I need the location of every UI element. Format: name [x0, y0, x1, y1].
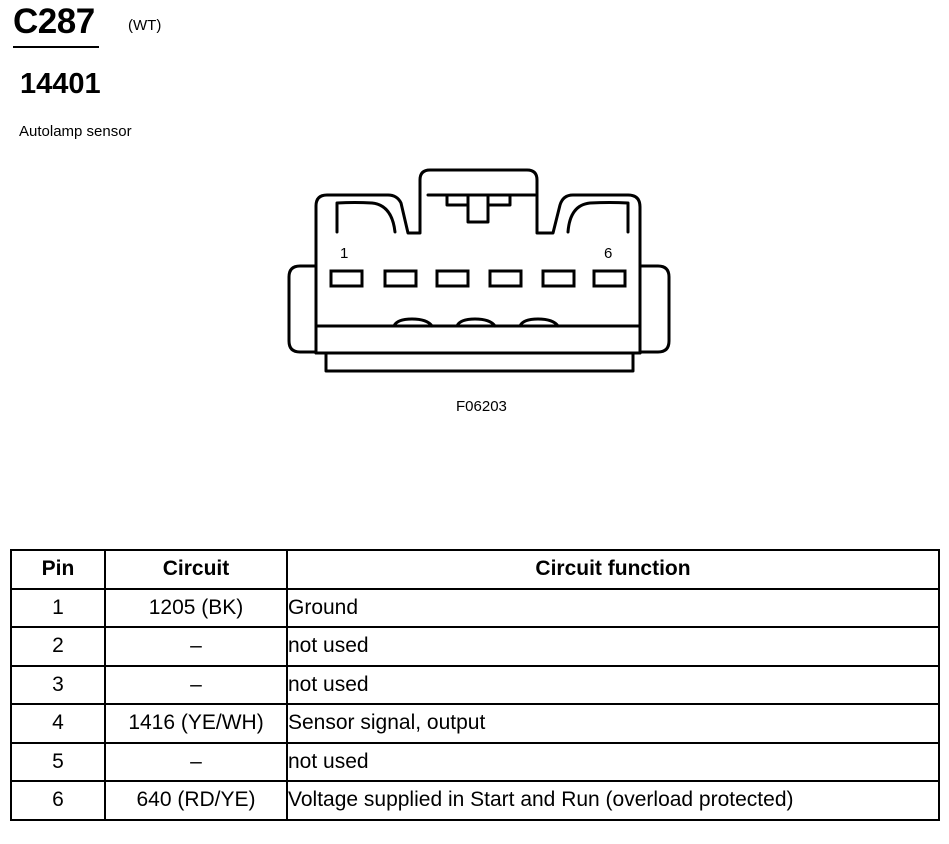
pin-label-first: 1	[340, 245, 349, 262]
pin-cavity-4	[490, 271, 521, 286]
table-row	[11, 589, 939, 628]
cell-pin: 1	[11, 589, 105, 628]
cell-pin: 2	[11, 627, 105, 666]
table-header-row	[11, 550, 939, 589]
cell-pin: 5	[11, 743, 105, 782]
cell-circuit: –	[105, 627, 287, 666]
table-row	[11, 743, 939, 782]
cell-circuit: 1416 (YE/WH)	[105, 704, 287, 743]
cell-circuit: –	[105, 743, 287, 782]
pin-cavity-5	[543, 271, 574, 286]
left-tab-curve	[337, 203, 395, 233]
header-circuit-function: Circuit function	[287, 550, 939, 589]
pin-cavity-6	[594, 271, 625, 286]
table-row	[11, 666, 939, 705]
connector-color-code: (WT)	[128, 17, 162, 34]
left-lock-ear	[289, 266, 316, 352]
part-number: 14401	[20, 68, 101, 100]
pinout-table	[10, 549, 940, 821]
pin-cavity-2	[385, 271, 416, 286]
right-tab-curve	[568, 203, 628, 233]
connector-description: Autolamp sensor	[19, 123, 132, 140]
cell-function: not used	[287, 743, 939, 782]
cell-pin: 6	[11, 781, 105, 820]
right-lock-ear	[640, 266, 669, 352]
cell-function: Sensor signal, output	[287, 704, 939, 743]
pin-label-last: 6	[604, 245, 613, 262]
cell-function: Ground	[287, 589, 939, 628]
cell-function: Voltage supplied in Start and Run (overload protected)	[287, 781, 939, 820]
figure-code: F06203	[456, 398, 507, 415]
base-plate	[316, 326, 640, 371]
cell-circuit: –	[105, 666, 287, 705]
cell-circuit: 640 (RD/YE)	[105, 781, 287, 820]
table-row	[11, 627, 939, 666]
cell-function: not used	[287, 666, 939, 705]
latch-left	[447, 195, 510, 222]
pin-cavity-3	[437, 271, 468, 286]
header-circuit: Circuit	[105, 550, 287, 589]
cell-function: not used	[287, 627, 939, 666]
table-row	[11, 781, 939, 820]
cell-circuit: 1205 (BK)	[105, 589, 287, 628]
pin-cavity-1	[331, 271, 362, 286]
header-pin: Pin	[11, 550, 105, 589]
cell-pin: 3	[11, 666, 105, 705]
cell-pin: 4	[11, 704, 105, 743]
table-row	[11, 704, 939, 743]
connector-id: C287	[13, 2, 95, 41]
